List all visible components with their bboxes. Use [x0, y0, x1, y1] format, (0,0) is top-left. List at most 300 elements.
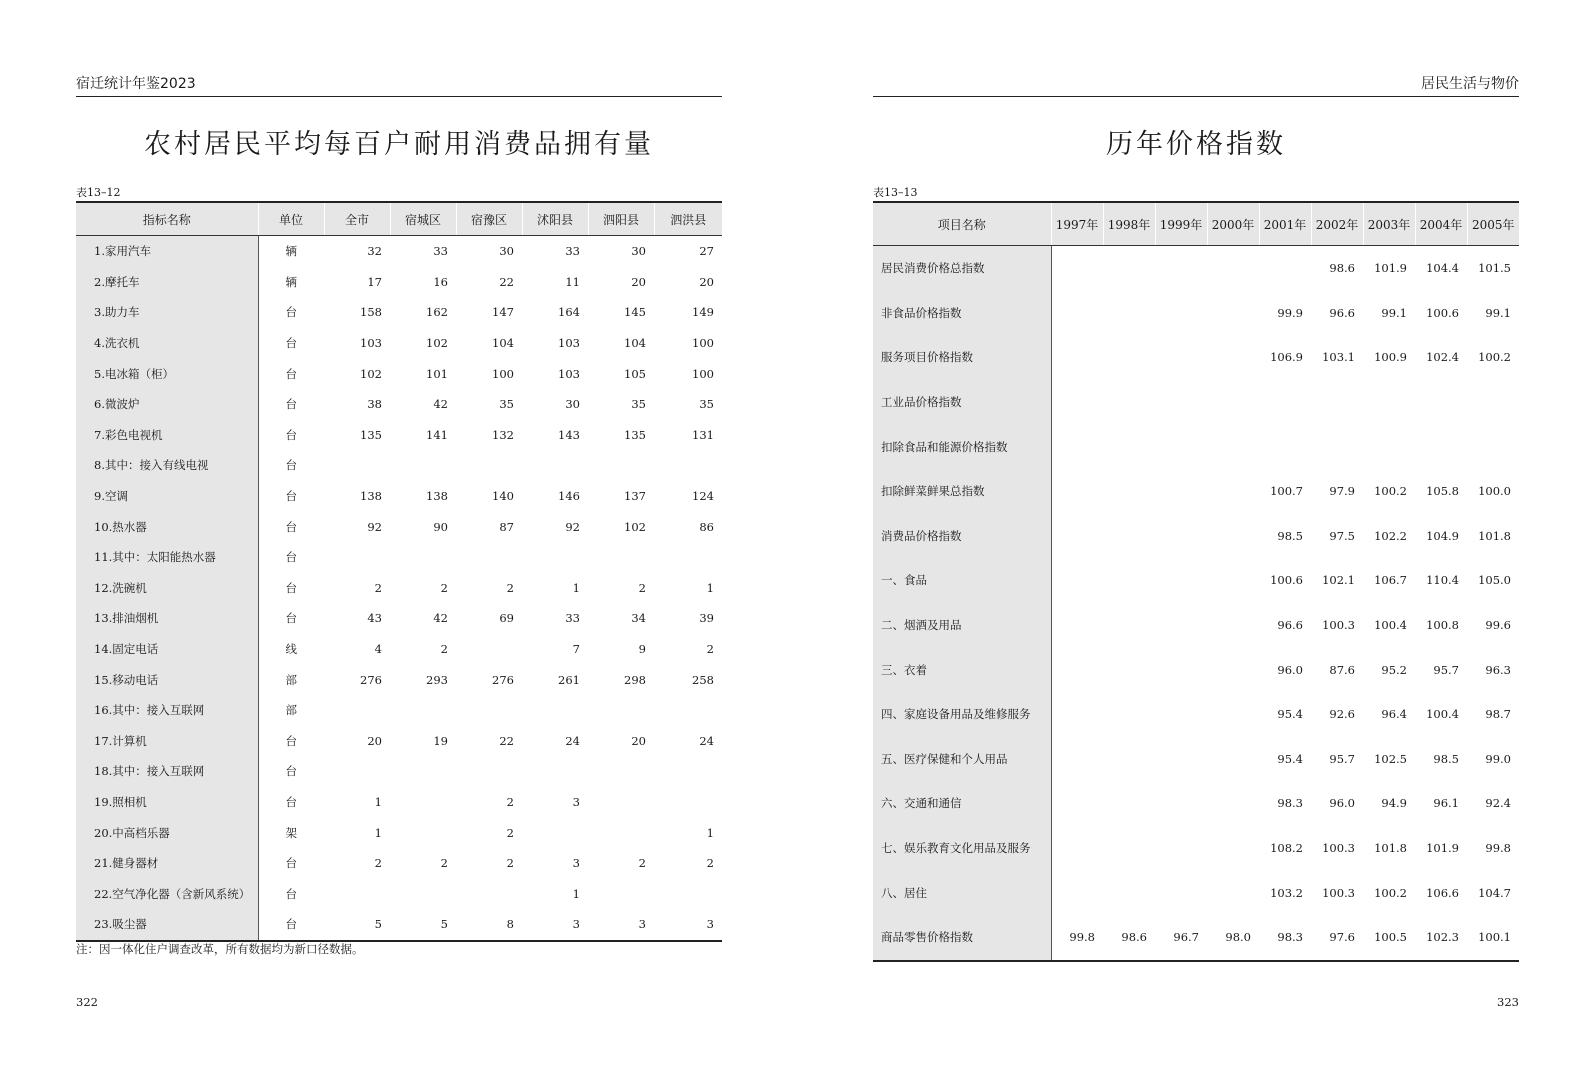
unit-cell: 台 [258, 542, 324, 573]
value-cell [1311, 424, 1363, 469]
value-cell: 100 [692, 366, 714, 381]
table-row [873, 692, 1519, 737]
value-cell: 100.2 [1374, 885, 1407, 900]
value-cell [1155, 870, 1207, 915]
value-cell: 97.6 [1329, 930, 1355, 945]
value-cell [522, 817, 588, 848]
row-label: 6.微波炉 [76, 389, 258, 420]
value-cell: 32 [367, 244, 382, 259]
unit-cell: 台 [258, 726, 324, 757]
value-cell: 96.4 [1381, 707, 1407, 722]
unit-cell: 部 [258, 664, 324, 695]
value-cell: 98.0 [1225, 930, 1251, 945]
value-cell: 164 [558, 305, 580, 320]
value-cell: 1 [572, 580, 580, 595]
value-cell [324, 695, 390, 726]
left-page [76, 0, 722, 1077]
value-cell: 100.2 [1478, 350, 1511, 365]
table-row [76, 603, 722, 634]
value-cell [390, 542, 456, 573]
value-cell [1103, 469, 1155, 514]
value-cell [1415, 424, 1467, 469]
value-cell: 98.5 [1433, 751, 1459, 766]
value-cell: 35 [499, 397, 514, 412]
value-cell: 95.4 [1277, 707, 1303, 722]
unit-cell: 辆 [258, 236, 324, 267]
price-index-table [873, 201, 1519, 962]
value-cell [588, 695, 654, 726]
value-cell: 100.7 [1270, 484, 1303, 499]
value-cell: 147 [492, 305, 514, 320]
value-cell: 101.8 [1478, 528, 1511, 543]
table-row [76, 481, 722, 512]
value-cell [456, 542, 522, 573]
row-label: 扣除鲜菜鲜果总指数 [873, 469, 1051, 514]
value-cell: 100.8 [1426, 618, 1459, 633]
value-cell: 102 [360, 366, 382, 381]
value-cell: 100.3 [1322, 618, 1355, 633]
value-cell [1467, 424, 1519, 469]
unit-cell: 台 [258, 756, 324, 787]
value-cell: 35 [699, 397, 714, 412]
value-cell [456, 878, 522, 909]
value-cell [1155, 291, 1207, 336]
row-label: 1.家用汽车 [76, 236, 258, 267]
table-row [76, 542, 722, 573]
value-cell: 137 [624, 489, 646, 504]
row-label: 消费品价格指数 [873, 514, 1051, 559]
row-label: 22.空气净化器（含新风系统） [76, 878, 258, 909]
value-cell: 69 [499, 611, 514, 626]
value-cell: 2 [506, 794, 514, 809]
value-cell: 141 [426, 427, 448, 442]
value-cell: 101.5 [1478, 261, 1511, 276]
row-label: 一、食品 [873, 558, 1051, 603]
value-cell [1051, 737, 1103, 782]
table-row [873, 737, 1519, 782]
value-cell: 99.0 [1485, 751, 1511, 766]
value-cell [1051, 603, 1103, 648]
value-cell: 102.1 [1322, 573, 1355, 588]
value-cell [1103, 380, 1155, 425]
value-cell: 43 [367, 611, 382, 626]
value-cell [1051, 870, 1103, 915]
unit-cell: 台 [258, 450, 324, 481]
value-cell: 2 [706, 642, 714, 657]
value-cell: 103 [360, 336, 382, 351]
table-wrap-right [873, 201, 1519, 962]
value-cell: 30 [631, 244, 646, 259]
value-cell: 95.7 [1329, 751, 1355, 766]
value-cell [1415, 380, 1467, 425]
row-label: 5.电冰箱（柜） [76, 358, 258, 389]
value-cell: 33 [565, 611, 580, 626]
value-cell: 258 [692, 672, 714, 687]
value-cell: 1 [374, 825, 382, 840]
value-cell [588, 450, 654, 481]
value-cell: 102 [624, 519, 646, 534]
value-cell: 100.9 [1374, 350, 1407, 365]
column-header: 沭阳县 [522, 202, 588, 236]
value-cell: 135 [360, 427, 382, 442]
table-wrap-left [76, 201, 722, 942]
value-cell: 100 [692, 336, 714, 351]
row-label: 二、烟酒及用品 [873, 603, 1051, 648]
value-cell [1051, 380, 1103, 425]
value-cell: 101.9 [1374, 261, 1407, 276]
value-cell: 87.6 [1329, 662, 1355, 677]
row-label: 七、娱乐教育文化用品及服务 [873, 826, 1051, 871]
value-cell [1103, 335, 1155, 380]
table-row [76, 420, 722, 451]
value-cell: 2 [638, 580, 646, 595]
value-cell: 124 [692, 489, 714, 504]
value-cell: 2 [506, 856, 514, 871]
unit-cell: 台 [258, 420, 324, 451]
value-cell: 100 [492, 366, 514, 381]
column-header: 全市 [324, 202, 390, 236]
value-cell: 90 [433, 519, 448, 534]
row-label: 8.其中：接入有线电视 [76, 450, 258, 481]
column-header: 2004年 [1415, 202, 1467, 246]
value-cell [522, 695, 588, 726]
value-cell: 103 [558, 366, 580, 381]
table-row [873, 291, 1519, 336]
value-cell [1207, 291, 1259, 336]
value-cell: 100.0 [1478, 484, 1511, 499]
value-cell [324, 756, 390, 787]
durable-goods-table [76, 201, 722, 942]
table-row [873, 246, 1519, 291]
value-cell: 98.3 [1277, 796, 1303, 811]
value-cell: 103.2 [1270, 885, 1303, 900]
value-cell: 143 [558, 427, 580, 442]
value-cell: 138 [426, 489, 448, 504]
value-cell [654, 878, 722, 909]
row-label: 六、交通和通信 [873, 781, 1051, 826]
value-cell: 99.8 [1485, 841, 1511, 856]
value-cell: 104.7 [1478, 885, 1511, 900]
value-cell: 9 [638, 642, 646, 657]
value-cell: 30 [565, 397, 580, 412]
value-cell [1207, 380, 1259, 425]
value-cell: 106.7 [1374, 573, 1407, 588]
value-cell: 20 [631, 733, 646, 748]
value-cell: 100.2 [1374, 484, 1407, 499]
value-cell: 33 [565, 244, 580, 259]
unit-cell: 台 [258, 878, 324, 909]
row-label: 工业品价格指数 [873, 380, 1051, 425]
value-cell [1103, 558, 1155, 603]
unit-cell: 台 [258, 848, 324, 879]
value-cell [1155, 781, 1207, 826]
value-cell: 98.3 [1277, 930, 1303, 945]
table-row [873, 870, 1519, 915]
table-number-right: 表13–13 [873, 186, 918, 199]
value-cell [654, 787, 722, 818]
value-cell [1103, 737, 1155, 782]
value-cell: 104 [492, 336, 514, 351]
value-cell: 86 [699, 519, 714, 534]
value-cell: 135 [624, 427, 646, 442]
value-cell [456, 695, 522, 726]
unit-cell: 台 [258, 328, 324, 359]
right-page [873, 0, 1519, 1077]
table-row [873, 469, 1519, 514]
page-title-left: 农村居民平均每百户耐用消费品拥有量 [144, 129, 654, 160]
value-cell [588, 787, 654, 818]
column-header: 2000年 [1207, 202, 1259, 246]
value-cell: 92 [565, 519, 580, 534]
value-cell: 3 [638, 917, 646, 932]
value-cell [390, 817, 456, 848]
value-cell [390, 787, 456, 818]
value-cell [1207, 246, 1259, 291]
value-cell: 102.4 [1426, 350, 1459, 365]
value-cell: 102 [426, 336, 448, 351]
running-head-right: 居民生活与物价 [873, 74, 1519, 97]
value-cell [1363, 380, 1415, 425]
value-cell: 92.4 [1485, 796, 1511, 811]
value-cell [1207, 514, 1259, 559]
value-cell: 11 [565, 274, 580, 289]
value-cell: 102.2 [1374, 528, 1407, 543]
value-cell [1207, 737, 1259, 782]
value-cell: 98.5 [1277, 528, 1303, 543]
value-cell [1207, 424, 1259, 469]
value-cell [1103, 692, 1155, 737]
row-label: 八、居住 [873, 870, 1051, 915]
value-cell [456, 450, 522, 481]
table-row [76, 236, 722, 267]
value-cell: 33 [433, 244, 448, 259]
value-cell: 17 [367, 274, 382, 289]
value-cell: 146 [558, 489, 580, 504]
value-cell: 16 [433, 274, 448, 289]
value-cell: 298 [624, 672, 646, 687]
value-cell [1259, 246, 1311, 291]
value-cell [1207, 558, 1259, 603]
table-row [76, 695, 722, 726]
value-cell: 96.6 [1329, 305, 1355, 320]
value-cell: 5 [440, 917, 448, 932]
value-cell: 1 [706, 825, 714, 840]
table-row [873, 603, 1519, 648]
value-cell [390, 695, 456, 726]
column-header: 泗阳县 [588, 202, 654, 236]
table-row [873, 514, 1519, 559]
table-row [873, 335, 1519, 380]
table-row [873, 380, 1519, 425]
unit-cell: 台 [258, 297, 324, 328]
table-row [76, 634, 722, 665]
table-row [873, 781, 1519, 826]
value-cell: 2 [440, 642, 448, 657]
value-cell: 8 [506, 917, 514, 932]
value-cell [522, 450, 588, 481]
value-cell: 96.6 [1277, 618, 1303, 633]
value-cell [1155, 380, 1207, 425]
value-cell: 95.2 [1381, 662, 1407, 677]
value-cell: 106.6 [1426, 885, 1459, 900]
value-cell [654, 695, 722, 726]
column-header: 1999年 [1155, 202, 1207, 246]
value-cell [1051, 246, 1103, 291]
value-cell: 5 [374, 917, 382, 932]
value-cell [1051, 335, 1103, 380]
value-cell: 101.8 [1374, 841, 1407, 856]
value-cell [324, 878, 390, 909]
page-number-left: 322 [76, 995, 98, 1009]
value-cell: 3 [572, 917, 580, 932]
value-cell: 158 [360, 305, 382, 320]
value-cell [456, 634, 522, 665]
value-cell: 94.9 [1381, 796, 1407, 811]
value-cell: 2 [440, 856, 448, 871]
row-label: 居民消费价格总指数 [873, 246, 1051, 291]
unit-cell: 台 [258, 573, 324, 604]
row-label: 三、衣着 [873, 647, 1051, 692]
value-cell: 140 [492, 489, 514, 504]
value-cell: 87 [499, 519, 514, 534]
column-header: 2001年 [1259, 202, 1311, 246]
value-cell [1259, 380, 1311, 425]
value-cell: 2 [506, 580, 514, 595]
value-cell: 4 [374, 642, 382, 657]
value-cell [1051, 514, 1103, 559]
value-cell [1207, 692, 1259, 737]
value-cell [654, 450, 722, 481]
value-cell: 97.5 [1329, 528, 1355, 543]
value-cell: 110.4 [1426, 573, 1459, 588]
value-cell: 100.6 [1426, 305, 1459, 320]
value-cell [390, 756, 456, 787]
value-cell [1051, 424, 1103, 469]
value-cell [1311, 380, 1363, 425]
value-cell: 20 [631, 274, 646, 289]
value-cell: 131 [692, 427, 714, 442]
value-cell: 100.3 [1322, 841, 1355, 856]
value-cell [1051, 781, 1103, 826]
table-row [76, 267, 722, 298]
value-cell: 98.6 [1329, 261, 1355, 276]
value-cell: 92.6 [1329, 707, 1355, 722]
table-row [76, 297, 722, 328]
value-cell: 145 [624, 305, 646, 320]
column-header: 宿豫区 [456, 202, 522, 236]
value-cell [390, 450, 456, 481]
row-label: 4.洗衣机 [76, 328, 258, 359]
row-label: 扣除食品和能源价格指数 [873, 424, 1051, 469]
value-cell [588, 542, 654, 573]
value-cell [456, 756, 522, 787]
value-cell: 2 [506, 825, 514, 840]
value-cell [1103, 781, 1155, 826]
value-cell [1051, 558, 1103, 603]
column-header: 宿城区 [390, 202, 456, 236]
value-cell: 1 [706, 580, 714, 595]
value-cell: 276 [360, 672, 382, 687]
column-header: 泗洪县 [654, 202, 722, 236]
value-cell: 2 [440, 580, 448, 595]
table-row [76, 664, 722, 695]
row-label: 2.摩托车 [76, 267, 258, 298]
value-cell [1103, 603, 1155, 648]
row-label: 商品零售价格指数 [873, 915, 1051, 961]
value-cell: 104 [624, 336, 646, 351]
value-cell: 1 [374, 794, 382, 809]
value-cell [1103, 514, 1155, 559]
value-cell [324, 450, 390, 481]
value-cell: 97.9 [1329, 484, 1355, 499]
value-cell [1155, 692, 1207, 737]
table-row [873, 647, 1519, 692]
row-label: 14.固定电话 [76, 634, 258, 665]
value-cell: 99.9 [1277, 305, 1303, 320]
row-label: 21.健身器材 [76, 848, 258, 879]
value-cell: 261 [558, 672, 580, 687]
table-row [76, 573, 722, 604]
value-cell [1259, 424, 1311, 469]
value-cell: 100.4 [1426, 707, 1459, 722]
value-cell [1051, 692, 1103, 737]
row-label: 11.其中：太阳能热水器 [76, 542, 258, 573]
value-cell: 99.1 [1381, 305, 1407, 320]
value-cell [1467, 380, 1519, 425]
row-label: 9.空调 [76, 481, 258, 512]
value-cell: 20 [699, 274, 714, 289]
value-cell: 42 [433, 611, 448, 626]
value-cell [1051, 469, 1103, 514]
value-cell [324, 542, 390, 573]
unit-cell: 辆 [258, 267, 324, 298]
unit-cell: 台 [258, 603, 324, 634]
row-label: 17.计算机 [76, 726, 258, 757]
value-cell: 105 [624, 366, 646, 381]
value-cell: 106.9 [1270, 350, 1303, 365]
value-cell [1155, 424, 1207, 469]
value-cell: 99.8 [1069, 930, 1095, 945]
value-cell: 102.5 [1374, 751, 1407, 766]
row-label: 20.中高档乐器 [76, 817, 258, 848]
value-cell: 104.9 [1426, 528, 1459, 543]
row-label: 7.彩色电视机 [76, 420, 258, 451]
table-row [76, 878, 722, 909]
value-cell: 95.7 [1433, 662, 1459, 677]
value-cell: 100.5 [1374, 930, 1407, 945]
value-cell: 100.6 [1270, 573, 1303, 588]
unit-cell: 台 [258, 358, 324, 389]
value-cell: 2 [706, 856, 714, 871]
row-label: 18.其中：接入互联网 [76, 756, 258, 787]
value-cell: 98.7 [1485, 707, 1511, 722]
row-label: 四、家庭设备用品及维修服务 [873, 692, 1051, 737]
value-cell [1155, 737, 1207, 782]
value-cell: 2 [374, 856, 382, 871]
value-cell [1155, 647, 1207, 692]
value-cell [1363, 424, 1415, 469]
value-cell [1155, 514, 1207, 559]
unit-cell: 台 [258, 787, 324, 818]
value-cell [1207, 469, 1259, 514]
row-label: 服务项目价格指数 [873, 335, 1051, 380]
value-cell: 24 [699, 733, 714, 748]
value-cell: 39 [699, 611, 714, 626]
value-cell: 101 [426, 366, 448, 381]
value-cell: 2 [638, 856, 646, 871]
value-cell: 293 [426, 672, 448, 687]
table-row [76, 328, 722, 359]
